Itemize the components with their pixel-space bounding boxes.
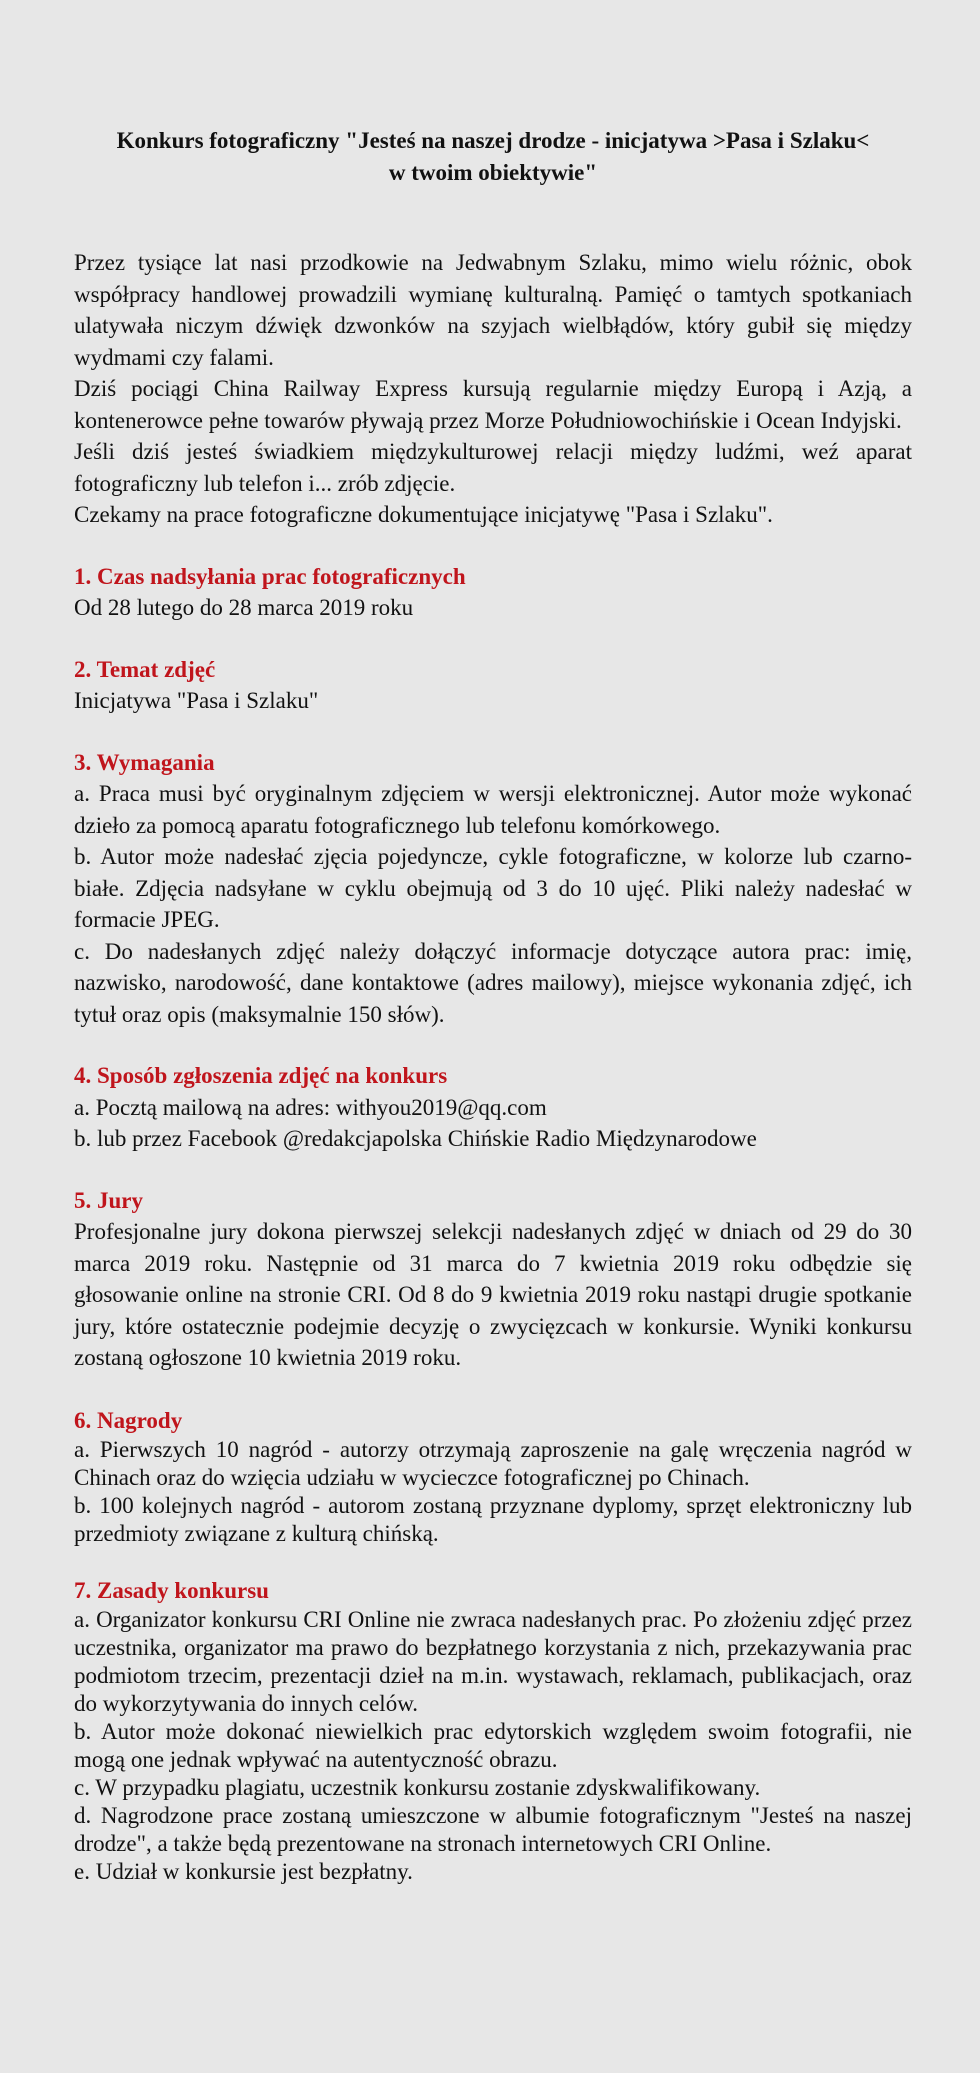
section-heading: 3. Wymagania	[74, 749, 215, 775]
section-text: a. Praca musi być oryginalnym zdjęciem w wersji elektronicznej. Autor może wykonać dzieło za pomocą aparatu fotograficznego lub telefonu komórkowego.	[74, 781, 912, 838]
section-heading: 4. Sposób zgłoszenia zdjęć na konkurs	[74, 1063, 448, 1088]
section-text: b. Autor może nadesłać zjęcia pojedyncze, cykle fotograficzne, w kolorze lub czarno-białe. Zdjęcia nadsyłane w cyklu obejmują od 3 do 10 ujęć. Pliki należy nadesłać w formacie JPEG.	[74, 844, 912, 932]
page-title: Konkurs fotograficzny "Jesteś na naszej drodze - inicjatywa >Pasa i Szlaku< w twoim obiektywie"	[116, 128, 870, 185]
intro-paragraph: Jeśli dziś jesteś świadkiem międzykulturowej relacji między ludźmi, weź aparat fotograficzny lub telefon i... zrób zdjęcie.	[74, 439, 912, 496]
section-theme	[74, 654, 912, 717]
section-text: b. lub przez Facebook @redakcjapolska Chińskie Radio Międzynarodowe	[74, 1126, 757, 1151]
section-text: Od 28 lutego do 28 marca 2019 roku	[74, 595, 414, 620]
section-text: d. Nagrodzone prace zostaną umieszczone w albumie fotograficznym "Jesteś na naszej drodze", a także będą prezentowane na stronach internetowych CRI Online.	[74, 1802, 912, 1856]
section-text: a. Organizator konkursu CRI Online nie zwraca nadesłanych prac. Po złożeniu zdjęć przez uczestnika, organizator ma prawo do bezpłatnego korzystania z nich, przekazywania prac podmiotom trzecim, prezentacji dzieł na m.in. wystawach, reklamach, publikacjach, oraz do wykorzytywania do innych celów.	[74, 1606, 912, 1716]
section-text: b. 100 kolejnych nagród - autorom zostaną przyznane dyplomy, sprzęt elektroniczny lub przedmioty związane z kulturą chińską.	[74, 1492, 912, 1546]
intro-paragraph: Przez tysiące lat nasi przodkowie na Jedwabnym Szlaku, mimo wielu różnic, obok współpracy handlowej prowadzili wymianę kulturalną. Pamięć o tamtych spotkaniach ulatywała niczym dźwięk dzwonków na szyjach wielbłądów, który gubił się między wydmami czy falami.	[74, 250, 912, 370]
section-heading: 5. Jury	[74, 1187, 143, 1213]
section-text: Inicjatywa "Pasa i Szlaku"	[74, 688, 319, 713]
section-submission-method	[74, 1060, 912, 1155]
section-text: e. Udział w konkursie jest bezpłatny.	[74, 1858, 413, 1884]
intro-block	[74, 247, 912, 531]
section-heading: 1. Czas nadsyłania prac fotograficznych	[74, 563, 466, 589]
section-prizes	[74, 1406, 912, 1548]
section-text: Profesjonalne jury dokona pierwszej selekcji nadesłanych zdjęć w dniach od 29 do 30 marca 2019 roku. Następnie od 31 marca do 7 kwietnia 2019 roku odbędzie się głosowanie online na stronie CRI. Od 8 do 9 kwietnia 2019 roku nastąpi drugie spotkanie jury, które ostatecznie podejmie decyzję o zwycięzcach w konkursie. Wyniki konkursu zostaną ogłoszone 10 kwietnia 2019 roku.	[74, 1219, 912, 1370]
section-text: c. W przypadku plagiatu, uczestnik konkursu zostanie zdyskwalifikowany.	[74, 1774, 761, 1800]
section-submission-time	[74, 561, 912, 624]
section-jury	[74, 1185, 912, 1374]
section-heading: 7. Zasady konkursu	[74, 1577, 269, 1603]
section-heading: 2. Temat zdjęć	[74, 656, 216, 682]
intro-paragraph: Dziś pociągi China Railway Express kursują regularnie między Europą i Azją, a kontenerowce pełne towarów pływają przez Morze Południowochińskie i Ocean Indyjski.	[74, 376, 912, 433]
section-text: a. Pocztą mailową na adres: withyou2019@qq.com	[74, 1094, 547, 1120]
intro-paragraph: Czekamy na prace fotograficzne dokumentujące inicjatywę "Pasa i Szlaku".	[74, 502, 773, 527]
section-heading: 6. Nagrody	[74, 1407, 183, 1433]
section-requirements	[74, 747, 912, 1031]
section-rules	[74, 1576, 912, 1886]
section-text: a. Pierwszych 10 nagród - autorzy otrzymają zaproszenie na galę wręczenia nagród w Chinach oraz do wzięcia udziału w wycieczce fotograficznej po Chinach.	[74, 1436, 912, 1490]
section-text: b. Autor może dokonać niewielkich prac edytorskich względem swoim fotografii, nie mogą one jednak wpływać na autentyczność obrazu.	[74, 1718, 912, 1772]
section-text: c. Do nadesłanych zdjęć należy dołączyć informacje dotyczące autora prac: imię, nazwisko, narodowość, dane kontaktowe (adres mailowy), miejsce wykonania zdjęć, ich tytuł oraz opis (maksymalnie 150 słów).	[74, 938, 912, 1027]
